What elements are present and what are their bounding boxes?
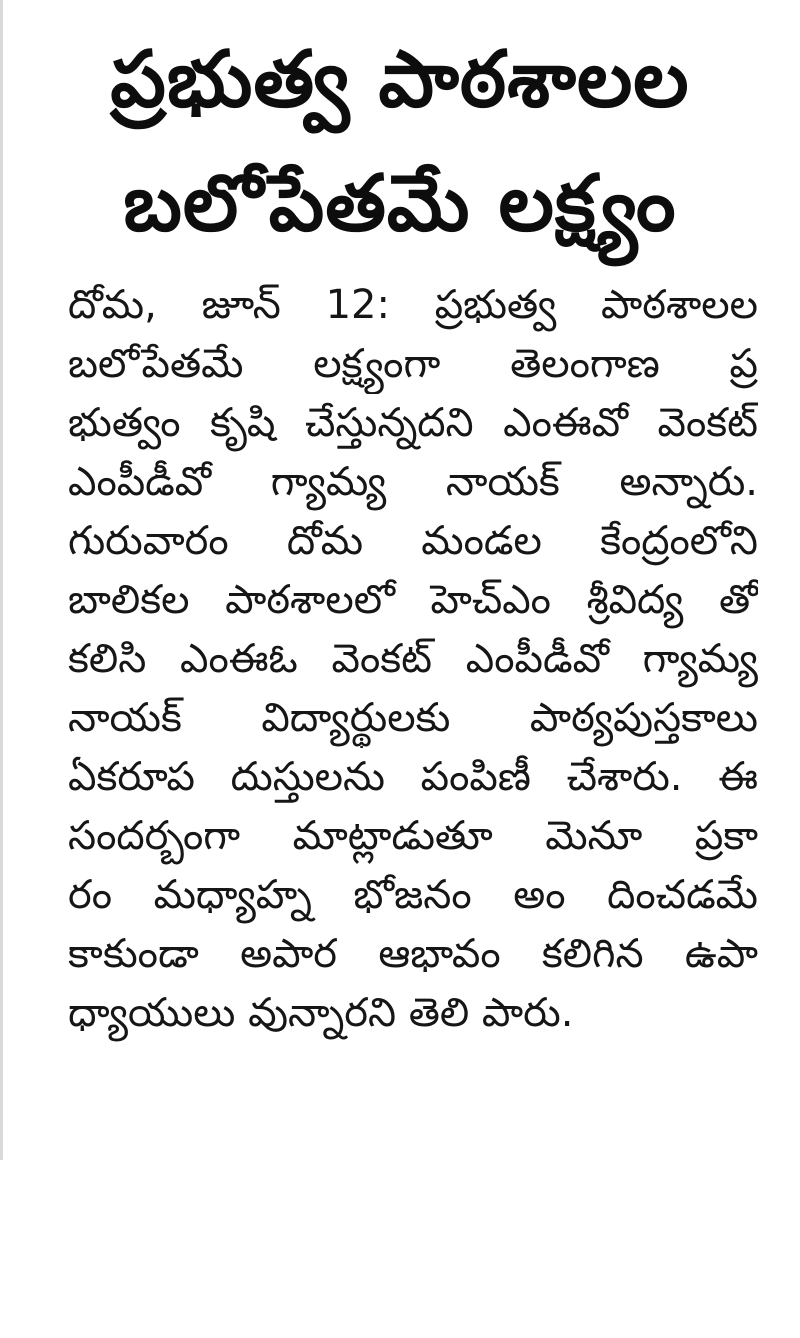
article-line: ఏకరూప దుస్తులను పంపిణీ చేశారు. ఈ [68,754,758,800]
article-line: గురువారం దోమ మండల కేంద్రంలోని [68,518,758,564]
article-line: బలోపేతమే లక్ష్యంగా తెలంగాణ ప్ర [68,341,758,387]
headline [40,18,760,266]
column-rule [0,0,3,1160]
article-line: కాకుండా అపార ఆభావం కలిగిన ఉపా [68,931,758,977]
article-line: నాయక్ విద్యార్థులకు పాఠ్యపుస్తకాలు [68,695,758,741]
article-line: బాలికల పాఠశాలలో హెచ్ఎం శ్రీవిద్య తో [68,577,758,623]
article-line: సందర్బంగా మాట్లాడుతూ మెనూ ప్రకా [68,813,758,859]
article-line: ధ్యాయులు వున్నారని తెలి పారు. [68,990,574,1036]
article-line: దోమ, జూన్ 12: ప్రభుత్వ పాఠశాలల [68,282,758,328]
article-line: భుత్వం కృషి చేస్తున్నదని ఎంఈవో వెంకట్ [68,400,758,446]
headline-line-1: ప్రభుత్వ పాఠశాలల [110,35,690,125]
article-body [68,276,758,1043]
headline-line-2: బలోపేతమే లక్ష్యం [123,159,677,249]
article-line: రం మధ్యాహ్న భోజనం అం దించడమే [68,872,758,918]
article-line: ఎంపీడీవో గ్యామ్య నాయక్ అన్నారు. [68,459,758,505]
article-line: కలిసి ఎంఈఓ వెంకట్ ఎంపీడీవో గ్యామ్య [68,636,758,682]
